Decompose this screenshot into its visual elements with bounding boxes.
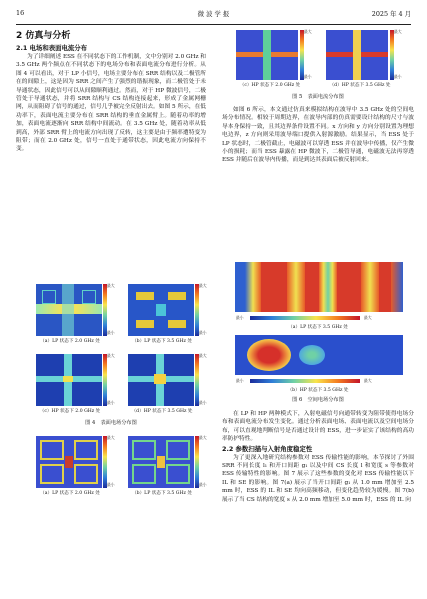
fig5c-colorbar — [300, 30, 304, 80]
paragraph-1: 为了详细阐述 ESS 在不同状态下的工作机制，文中分别对 2.0 GHz 和 3.5 GHz 两个频点在不同状态下的电场分布和表面电流分布进行分析。从图 4 可以看出，对于 LP 小信号，电场主要分布在 SRR 结构以及二极管所在的间隙上，这是因为 SRR 之间产生了强烈的谐振现象，而二极管处于未导通状态，因此信号可以从间隙顺利通过。然而，对于 HP 微波信号，二极管处于导通状态，并将 SRR 结构与 CS 结构连接起来，形成了金属网栅网，从而阻碍了信号的通过，信号几乎被完全反射出去。如图 5 所示，在低功率下，表面电流主要分布在 SRR 结构的垂直金属臂上。随着功率的增加，表面电流逐渐向 SRR 结构中间流动。在 3.5 GHz 处，随着功率从低到高，外部 SRR 臂上的电流方向出现了反转，这主要是由于频率遭特变为阻带；而在 2.0 GHz 处，信号一直处于通带状态，因此电流方向保持不变。 — [16, 54, 206, 153]
fig5c-scale-max: 最大 — [304, 29, 312, 34]
section-title: 2 仿真与分析 — [16, 31, 71, 41]
fig5d-colorbar — [390, 30, 394, 80]
fig4b-field-map — [128, 284, 194, 336]
paragraph-3: 在 LP 和 HP 两种模式下，入射电磁信号向通带转变为阻带使得电场分布和表面电流分布发生变化。通过分析表面电场、表面电流以及空间电场分布，可以直观地判断信号是否通过设计的 ESS，进一步证实了该结构的高功率防护特性。 — [222, 411, 414, 443]
fig5b-scale-min: 最小 — [199, 482, 207, 487]
page-number: 16 — [16, 9, 25, 17]
fig4a-caption: （a）LP 状态下 2.0 GHz 处 — [40, 339, 100, 344]
fig6a-scale-max: 最大 — [364, 315, 372, 320]
fig6a-caption: （a）LP 状态下 3.5 GHz 处 — [288, 325, 348, 330]
fig5b-scale-max: 最大 — [199, 435, 207, 440]
fig4c-scale-max: 最大 — [107, 353, 115, 358]
fig5a-colorbar — [103, 436, 107, 488]
left-column-text — [16, 30, 206, 154]
fig5c-current-map — [236, 30, 298, 80]
fig6b-caption: （b）HP 状态下 3.5 GHz 处 — [287, 388, 349, 393]
fig5a-caption: （a）LP 状态下 2.0 GHz 处 — [40, 491, 100, 496]
fig6b-scale-max: 最大 — [364, 378, 372, 383]
fig4d-scale-min: 最小 — [199, 400, 207, 405]
fig4d-caption: （d）HP 状态下 3.5 GHz 处 — [131, 409, 193, 414]
fig4c-field-map — [36, 354, 102, 406]
fig5d-scale-min: 最小 — [394, 74, 402, 79]
fig6-caption: 图 6 空间电场分布图 — [292, 397, 344, 403]
fig4b-caption: （b）LP 状态下 3.5 GHz 处 — [132, 339, 192, 344]
fig5a-scale-min: 最小 — [107, 482, 115, 487]
fig4c-colorbar — [103, 354, 107, 406]
paragraph-2: 如图 6 所示，本文通过仿真来模拟结构在波导中 3.5 GHz 处的空间电场分布情况。相较于周期边界，在波导内部的仿真需要设计结构的尺寸与波导本身保持一致，且其边界条件设置不同。x 方向和 y 方向分别设置为理想电边界，z 方向则采用波导端口提供入射源激励。结果显示，当 ESS 处于 LP 状态时，二极管截止，电磁波可以穿透 ESS 并在波导中传播，仅产生微小的损耗；而当 ESS 暴露在 HP 微波下，二极管导通，电磁波无法再穿透 ESS 并随后在波导内传播，而是到达其表面后被反射回来。 — [222, 107, 414, 164]
fig5c-scale-min: 最小 — [304, 74, 312, 79]
fig4b-scale-max: 最大 — [199, 283, 207, 288]
fig5b-colorbar — [195, 436, 199, 488]
fig5b-current-map — [128, 436, 194, 488]
subsection-title-2-2: 2.2 参数扫描与入射角度稳定性 — [222, 444, 313, 453]
fig6a-space-field-map — [235, 262, 403, 312]
issue-date: 2025 年 4 月 — [371, 10, 411, 18]
fig4d-colorbar — [195, 354, 199, 406]
fig4a-scale-min: 最小 — [107, 330, 115, 335]
fig4d-field-map — [128, 354, 194, 406]
fig4-caption: 图 4 表面电场分布图 — [85, 420, 137, 426]
fig5d-scale-max: 最大 — [394, 29, 402, 34]
fig5d-caption: （d）HP 状态下 3.5 GHz 处 — [329, 83, 391, 88]
subsection-title-2-1: 2.1 电场和表面电流分布 — [16, 44, 88, 52]
fig5a-scale-max: 最大 — [107, 435, 115, 440]
fig5-caption: 图 5 表面电流分布图 — [292, 94, 344, 100]
fig6a-colorbar — [250, 316, 360, 320]
fig4c-caption: （c）HP 状态下 2.0 GHz 处 — [39, 409, 101, 414]
paragraph-4: 为了更深入地研究结构参数对 ESS 传输性能的影响，本节探讨了外围 SRR 不同长度 l₁ 和开口间距 g₁ 以及中间 CS 长度 l 和宽度 s 等参数对 ESS 传输特性的影响。图 7 展示了这些参数的变化对 ESS 传输性能以下 IL 和 SE 的影响。图 7(a) 展示了当开口间距 g₁ 从 1.0 mm 增加至 2.5 mm 时，ESS 的 IL 和 SE 均向高频移动，但变化趋势较为缓慢。图 7(b) 展示了当 CS 结构的宽度 s 从 2.0 mm 增加至 5.0 mm 时，ESS 的 IL 向 — [222, 454, 414, 503]
fig6b-space-field-map — [235, 335, 403, 375]
fig4b-scale-min: 最小 — [199, 330, 207, 335]
fig4c-scale-min: 最小 — [107, 400, 115, 405]
fig5a-current-map — [36, 436, 102, 488]
fig6b-scale-min: 最小 — [236, 378, 244, 383]
running-header — [16, 9, 411, 23]
header-rule — [16, 24, 411, 25]
fig6b-colorbar — [250, 379, 360, 383]
fig4a-colorbar — [103, 284, 107, 336]
paragraph-2-block — [222, 106, 414, 165]
fig6a-scale-min: 最小 — [236, 315, 244, 320]
fig5d-current-map — [326, 30, 388, 80]
fig4b-colorbar — [195, 284, 199, 336]
fig5c-caption: （c）HP 状态下 2.0 GHz 处 — [239, 83, 301, 88]
journal-name: 微 波 学 报 — [197, 10, 230, 18]
fig5b-caption: （b）LP 状态下 3.5 GHz 处 — [132, 491, 192, 496]
fig4a-scale-max: 最大 — [107, 283, 115, 288]
right-lower-text — [222, 410, 414, 504]
fig4a-field-map — [36, 284, 102, 336]
fig4d-scale-max: 最大 — [199, 353, 207, 358]
